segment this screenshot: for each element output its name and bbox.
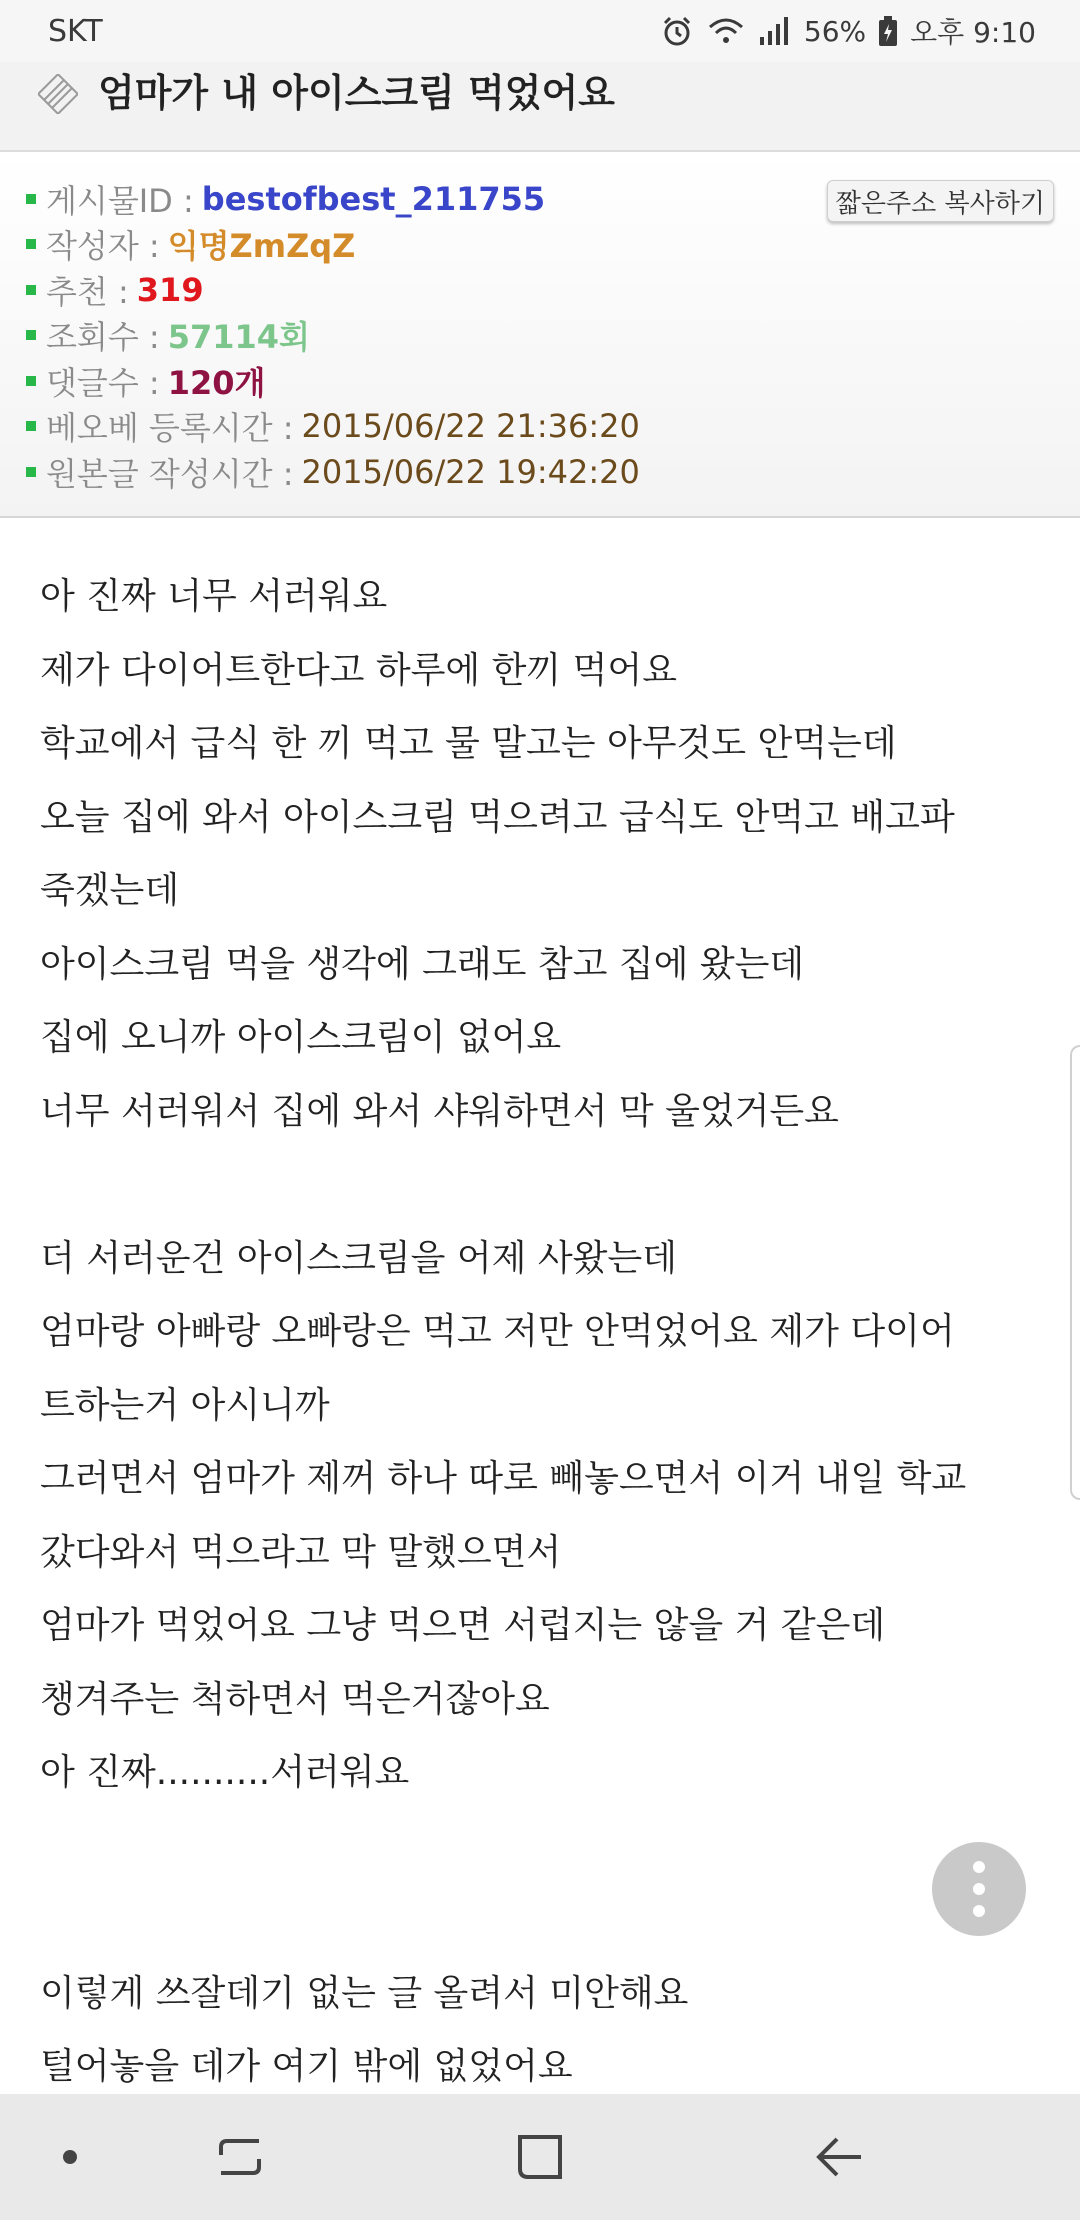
body-line: 제가 다이어트한다고 하루에 한끼 먹어요 bbox=[40, 649, 677, 691]
comment-count: 120개 bbox=[167, 363, 266, 402]
body-line: 챙겨주는 척하면서 먹은거잖아요 bbox=[40, 1678, 550, 1720]
recent-apps-icon bbox=[215, 2135, 265, 2179]
bullet-icon bbox=[26, 376, 36, 386]
navigation-bar bbox=[0, 2094, 1080, 2220]
body-line: 더 서러운건 아이스크림을 어제 사왔는데 bbox=[40, 1237, 677, 1279]
meta-row-author bbox=[26, 222, 1080, 268]
status-bar bbox=[0, 0, 1080, 62]
meta-row-recommend bbox=[26, 267, 1080, 313]
bullet-icon bbox=[26, 421, 36, 431]
meta-label: 게시물ID : bbox=[46, 181, 194, 220]
meta-label: 베오베 등록시간 : bbox=[46, 409, 294, 448]
body-line: 엄마가 먹었어요 그냥 먹으면 서럽지는 않을 거 같은데 bbox=[40, 1605, 886, 1646]
post-title-bar bbox=[0, 62, 1080, 152]
status-icons bbox=[660, 11, 1036, 51]
bullet-icon bbox=[26, 467, 36, 477]
meta-label: 조회수 : bbox=[46, 318, 160, 357]
body-line: 트하는거 아시니까 bbox=[40, 1384, 330, 1426]
author-value[interactable]: 익명ZmZqZ bbox=[167, 227, 356, 266]
post-body bbox=[40, 560, 1040, 2104]
meta-label: 추천 : bbox=[46, 272, 129, 311]
home-button[interactable] bbox=[480, 2094, 600, 2220]
body-line: 갔다와서 먹으라고 막 말했으면서 bbox=[40, 1531, 562, 1573]
meta-label: 댓글수 : bbox=[46, 363, 160, 402]
meta-row-original-time bbox=[26, 449, 1080, 495]
back-icon bbox=[815, 2135, 865, 2179]
clock: 오후 9:10 bbox=[910, 16, 1036, 49]
post-id-value: bestofbest_211755 bbox=[201, 179, 546, 218]
alarm-icon bbox=[660, 14, 694, 48]
body-line: 아이스크림 먹을 생각에 그래도 참고 집에 왔는데 bbox=[40, 943, 805, 985]
meta-row-views bbox=[26, 313, 1080, 359]
bullet-icon bbox=[26, 239, 36, 249]
body-line: 이렇게 쓰잘데기 없는 글 올려서 미안해요 bbox=[40, 1972, 689, 2014]
body-line: 털어놓을 데가 여기 밖에 없었어요 bbox=[40, 2046, 573, 2087]
dot-icon bbox=[62, 2149, 78, 2165]
meta-row-comments bbox=[26, 358, 1080, 404]
meta-label: 작성자 : bbox=[46, 227, 160, 266]
wifi-icon bbox=[706, 15, 746, 47]
body-line: 아 진짜..........서러워요 bbox=[40, 1752, 410, 1793]
post-meta bbox=[0, 152, 1080, 518]
more-options-button[interactable] bbox=[932, 1842, 1026, 1936]
battery-icon bbox=[878, 15, 898, 47]
meta-label: 원본글 작성시간 : bbox=[46, 454, 294, 493]
more-vertical-icon-dot bbox=[973, 1905, 985, 1917]
back-button[interactable] bbox=[780, 2094, 900, 2220]
home-icon bbox=[516, 2133, 564, 2181]
more-vertical-icon bbox=[973, 1861, 985, 1873]
bullet-icon bbox=[26, 285, 36, 295]
body-line: 오늘 집에 와서 아이스크림 먹으려고 급식도 안먹고 배고파 bbox=[40, 796, 955, 838]
body-line: 아 진짜 너무 서러워요 bbox=[40, 576, 388, 617]
signal-icon bbox=[758, 15, 792, 47]
body-line: 집에 오니까 아이스크림이 없어요 bbox=[40, 1017, 562, 1058]
original-post-time: 2015/06/22 19:42:20 bbox=[301, 452, 640, 491]
post-title: 엄마가 내 아이스크림 먹었어요 bbox=[98, 71, 615, 115]
nav-dot-button[interactable] bbox=[30, 2094, 110, 2220]
body-line bbox=[40, 1883, 1040, 1957]
carrier-label: SKT bbox=[48, 13, 103, 49]
bullet-icon bbox=[26, 330, 36, 340]
body-line: 죽겠는데 bbox=[40, 870, 180, 911]
body-line: 너무 서러워서 집에 와서 샤워하면서 막 울었거든요 bbox=[40, 1090, 839, 1132]
copy-short-url-button[interactable]: 짧은주소 복사하기 bbox=[827, 180, 1054, 222]
body-line: 엄마랑 아빠랑 오빠랑은 먹고 저만 안먹었어요 제가 다이어 bbox=[40, 1311, 955, 1352]
body-line bbox=[40, 1148, 1040, 1222]
recent-apps-button[interactable] bbox=[180, 2094, 300, 2220]
recommend-count: 319 bbox=[136, 270, 204, 309]
bullet-icon bbox=[26, 194, 36, 204]
battery-percent: 56% bbox=[803, 14, 867, 48]
bob-registered-time: 2015/06/22 21:36:20 bbox=[301, 407, 640, 446]
body-line bbox=[40, 1810, 1040, 1884]
body-line: 그러면서 엄마가 제꺼 하나 따로 빼놓으면서 이거 내일 학교 bbox=[40, 1458, 967, 1499]
meta-row-bob-time bbox=[26, 404, 1080, 450]
post-badge-icon bbox=[38, 74, 78, 114]
scroll-handle[interactable] bbox=[1070, 1045, 1080, 1500]
body-line: 학교에서 급식 한 끼 먹고 물 말고는 아무것도 안먹는데 bbox=[40, 723, 897, 764]
view-count: 57114회 bbox=[167, 318, 310, 357]
more-vertical-icon-dot bbox=[973, 1883, 985, 1895]
